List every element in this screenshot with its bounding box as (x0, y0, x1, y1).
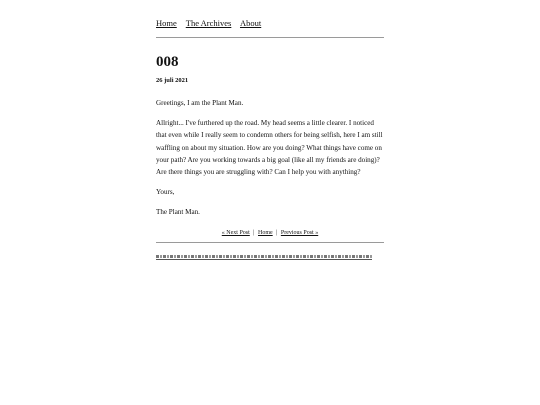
footer-divider (156, 242, 384, 243)
post-paragraph-signature: The Plant Man. (156, 208, 200, 217)
post-title: 008 (156, 54, 179, 70)
post-date: 26 juli 2021 (156, 77, 189, 84)
nav-divider (156, 37, 384, 38)
top-navigation (156, 17, 384, 29)
pager-separator: | (276, 229, 278, 236)
page-container (156, 0, 384, 259)
footer-link-illegible-text (156, 255, 372, 258)
nav-home-link[interactable]: Home (156, 18, 177, 28)
post-paragraph-greeting: Greetings, I am the Plant Man. (156, 99, 244, 107)
post-body (156, 97, 384, 219)
next-post-link[interactable]: « Next Post (221, 229, 250, 236)
post-pagination (156, 229, 384, 237)
pager-separator: | (253, 229, 255, 236)
footer-link[interactable] (156, 255, 372, 259)
post-paragraph-main: Allright... I've furthered up the road. My head seems a little clearer. I noticed that even while I really seem to condemn others for being selfish, here I am still waffling on about my situation. How are you doing? What things have come on your path? Are you working towards a big goal (like all my friends are doing)? Are there things you are struggling with? Can I help you with anything? (156, 119, 383, 177)
pager-home-link[interactable]: Home (258, 229, 273, 236)
nav-about-link[interactable]: About (239, 18, 262, 28)
footer-link-underline (156, 259, 372, 260)
previous-post-link[interactable]: Previous Post » (280, 229, 319, 236)
post-paragraph-closing: Yours, (156, 188, 175, 197)
nav-archives-link[interactable]: The Archives (185, 18, 232, 28)
